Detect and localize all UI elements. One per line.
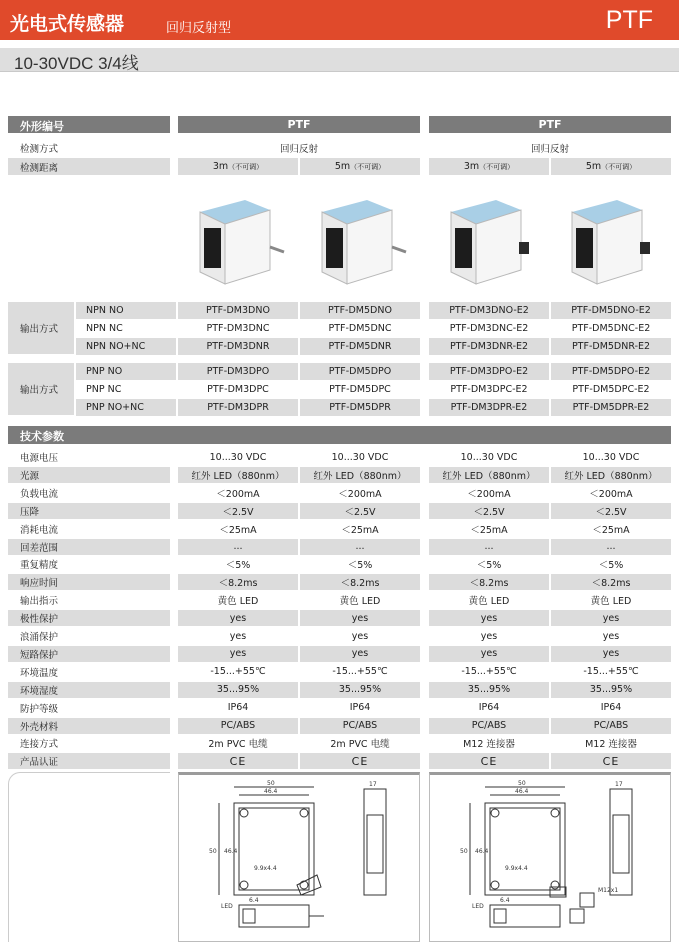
model-number: PTF-DM5DNO-E2 xyxy=(551,302,671,319)
model-number: PTF-DM3DPR xyxy=(178,399,298,416)
model-number: PTF-DM3DPO xyxy=(178,363,298,380)
led-label: LED xyxy=(221,903,233,910)
spec-label: 负载电流 xyxy=(8,485,170,501)
spec-label: 环境温度 xyxy=(8,664,170,680)
model-number: PTF-DM5DNC-E2 xyxy=(551,320,671,337)
sensor-photo-3 xyxy=(441,192,536,292)
distance-number: 3m xyxy=(212,161,229,172)
spec-value: ＜200mA xyxy=(429,485,549,501)
output-type: PNP NO xyxy=(76,363,176,380)
group-title: PTF xyxy=(287,118,311,131)
group-header-1 xyxy=(178,116,420,133)
dim-label: 9.9x4.4 xyxy=(254,865,277,872)
model-number: PTF-DM5DPR-E2 xyxy=(551,399,671,416)
spec-value: yes xyxy=(178,646,298,662)
spec-label: 消耗电流 xyxy=(8,521,170,537)
spec-label: 连接方式 xyxy=(8,735,170,751)
spec-value: -15...+55℃ xyxy=(429,664,549,680)
spec-label: 极性保护 xyxy=(8,610,170,626)
dim-label: 17 xyxy=(615,781,623,788)
spec-value: 黄色 LED xyxy=(178,592,298,608)
spec-value: ＜8.2ms xyxy=(178,574,298,590)
drawing-panel-cable xyxy=(178,772,420,942)
drawing-panel-connector xyxy=(429,772,671,942)
sensor-photo-1 xyxy=(190,192,285,292)
dim-label: 6.4 xyxy=(249,897,259,904)
shape-header xyxy=(8,116,170,133)
led-label: LED xyxy=(472,903,484,910)
spec-value: ... xyxy=(300,539,420,555)
dim-label: 46.4 xyxy=(224,848,238,855)
spec-label: 外壳材料 xyxy=(8,718,170,734)
dim-label: 46.4 xyxy=(475,848,489,855)
spec-value: ＜2.5V xyxy=(551,503,671,519)
spec-value: 35...95% xyxy=(551,682,671,698)
spec-value: yes xyxy=(551,610,671,626)
spec-value: yes xyxy=(429,646,549,662)
sensor-photo-2 xyxy=(312,192,407,292)
spec-value: PC/ABS xyxy=(300,718,420,734)
spec-value: 10...30 VDC xyxy=(178,449,298,465)
spec-value: ＜25mA xyxy=(178,521,298,537)
tech-header xyxy=(8,426,671,444)
spec-value: yes xyxy=(300,646,420,662)
model-number: PTF-DM3DPR-E2 xyxy=(429,399,549,416)
voltage-line: 10-30VDC 3/4线 xyxy=(14,54,139,73)
page-subtitle: 回归反射型 xyxy=(166,21,232,36)
spec-label: 回差范围 xyxy=(8,539,170,555)
spec-value: yes xyxy=(429,628,549,644)
spec-label: 电源电压 xyxy=(8,449,170,465)
dimension-drawing xyxy=(179,775,419,941)
dim-label: 6.4 xyxy=(500,897,510,904)
spec-value: ＜25mA xyxy=(551,521,671,537)
spec-value: -15...+55℃ xyxy=(551,664,671,680)
spec-label: 光源 xyxy=(8,467,170,483)
model-number: PTF-DM5DPO xyxy=(300,363,420,380)
spec-value: ＜200mA xyxy=(178,485,298,501)
dim-label: 50 xyxy=(518,780,526,787)
spec-value: ... xyxy=(429,539,549,555)
model-number: PTF-DM3DPC-E2 xyxy=(429,381,549,398)
spec-value: ＜2.5V xyxy=(300,503,420,519)
dim-label: 50 xyxy=(460,848,468,855)
spec-value: ＜5% xyxy=(178,556,298,572)
output-type: NPN NC xyxy=(76,320,176,337)
spec-value: -15...+55℃ xyxy=(178,664,298,680)
spec-value: 黄色 LED xyxy=(551,592,671,608)
spec-label: 环境湿度 xyxy=(8,682,170,698)
spec-value: yes xyxy=(178,628,298,644)
detect-mode-value: 回归反射 xyxy=(178,139,420,156)
spec-value: -15...+55℃ xyxy=(300,664,420,680)
spec-label: 防护等级 xyxy=(8,700,170,716)
spec-value: 黄色 LED xyxy=(300,592,420,608)
spec-value: 35...95% xyxy=(178,682,298,698)
spec-value: M12 连接器 xyxy=(551,735,671,751)
model-number: PTF-DM5DNR-E2 xyxy=(551,338,671,355)
spec-label: 输出指示 xyxy=(8,592,170,608)
spec-value: 35...95% xyxy=(300,682,420,698)
spec-value: 2m PVC 电缆 xyxy=(300,735,420,751)
connector-label: M12x1 xyxy=(598,887,619,894)
model-number: PTF-DM3DNC-E2 xyxy=(429,320,549,337)
spec-value: 红外 LED（880nm） xyxy=(429,467,549,483)
spec-value: 红外 LED（880nm） xyxy=(300,467,420,483)
spec-value: ＜2.5V xyxy=(178,503,298,519)
model-number: PTF-DM5DPO-E2 xyxy=(551,363,671,380)
spec-value: ＜25mA xyxy=(300,521,420,537)
sensor-photo-4 xyxy=(562,192,657,292)
distance-note: （不可调） xyxy=(228,162,264,171)
spec-label: 浪涌保护 xyxy=(8,628,170,644)
model-number: PTF-DM5DPC-E2 xyxy=(551,381,671,398)
dimension-drawing xyxy=(430,775,670,941)
distance-number: 5m xyxy=(334,161,351,172)
output-type: PNP NO+NC xyxy=(76,399,176,416)
model-number: PTF-DM3DNO-E2 xyxy=(429,302,549,319)
output-type: NPN NO+NC xyxy=(76,338,176,355)
model-number: PTF-DM5DNR xyxy=(300,338,420,355)
spec-value: ＜200mA xyxy=(551,485,671,501)
spec-value: ＜5% xyxy=(300,556,420,572)
spec-value: yes xyxy=(429,610,549,626)
spec-value: 35...95% xyxy=(429,682,549,698)
spec-value: 10...30 VDC xyxy=(551,449,671,465)
dim-label: 9.9x4.4 xyxy=(505,865,528,872)
spec-value: CE xyxy=(429,753,549,769)
model-number: PTF-DM3DNR xyxy=(178,338,298,355)
spec-label: 产品认证 xyxy=(8,753,170,769)
spec-value: yes xyxy=(178,610,298,626)
shape-label: 外形编号 xyxy=(20,120,64,133)
page-title: 光电式传感器 xyxy=(10,13,125,35)
spec-value: CE xyxy=(178,753,298,769)
spec-value: ＜8.2ms xyxy=(429,574,549,590)
distance-number: 5m xyxy=(585,161,602,172)
spec-label: 短路保护 xyxy=(8,646,170,662)
detect-mode-value: 回归反射 xyxy=(429,139,671,156)
spec-value: PC/ABS xyxy=(178,718,298,734)
spec-value: ... xyxy=(551,539,671,555)
spec-value: ... xyxy=(178,539,298,555)
group-header-2 xyxy=(429,116,671,133)
spec-value: IP64 xyxy=(178,700,298,716)
spec-value: IP64 xyxy=(551,700,671,716)
spec-value: ＜2.5V xyxy=(429,503,549,519)
model-number: PTF-DM3DNR-E2 xyxy=(429,338,549,355)
spec-value: yes xyxy=(551,628,671,644)
spec-value: yes xyxy=(551,646,671,662)
distance-number: 3m xyxy=(463,161,480,172)
spec-value: 红外 LED（880nm） xyxy=(551,467,671,483)
distance-value xyxy=(429,158,549,175)
spec-value: 2m PVC 电缆 xyxy=(178,735,298,751)
dim-label: 50 xyxy=(267,780,275,787)
spec-value: ＜5% xyxy=(551,556,671,572)
distance-note: （不可调） xyxy=(601,162,637,171)
model-number: PTF-DM3DNC xyxy=(178,320,298,337)
dim-label: 46.4 xyxy=(264,788,278,795)
dim-label: 46.4 xyxy=(515,788,529,795)
spec-value: CE xyxy=(300,753,420,769)
header-bar xyxy=(0,0,679,40)
distance-label: 检测距离 xyxy=(8,158,170,175)
model-number: PTF-DM3DPC xyxy=(178,381,298,398)
spec-value: ＜200mA xyxy=(300,485,420,501)
model-number: PTF-DM5DPR xyxy=(300,399,420,416)
spec-value: CE xyxy=(551,753,671,769)
spec-value: yes xyxy=(300,628,420,644)
model-number: PTF-DM3DNO xyxy=(178,302,298,319)
spec-value: 红外 LED（880nm） xyxy=(178,467,298,483)
spec-value: ＜8.2ms xyxy=(551,574,671,590)
dim-label: 17 xyxy=(369,781,377,788)
spec-label: 重复精度 xyxy=(8,556,170,572)
group-title: PTF xyxy=(538,118,562,131)
spec-value: PC/ABS xyxy=(429,718,549,734)
output-type: NPN NO xyxy=(76,302,176,319)
distance-value xyxy=(300,158,420,175)
spec-value: IP64 xyxy=(429,700,549,716)
spec-value: 10...30 VDC xyxy=(300,449,420,465)
model-number: PTF-DM5DNC xyxy=(300,320,420,337)
spec-value: ＜8.2ms xyxy=(300,574,420,590)
output-type: PNP NC xyxy=(76,381,176,398)
output-npn-label: 输出方式 xyxy=(8,302,74,354)
spec-value: ＜5% xyxy=(429,556,549,572)
model-number: PTF-DM5DPC xyxy=(300,381,420,398)
voltage-bar xyxy=(0,48,679,72)
distance-note: （不可调） xyxy=(350,162,386,171)
distance-value xyxy=(551,158,671,175)
spec-value: 黄色 LED xyxy=(429,592,549,608)
spec-label: 响应时间 xyxy=(8,574,170,590)
tech-title: 技术参数 xyxy=(20,430,64,443)
spec-value: 10...30 VDC xyxy=(429,449,549,465)
spec-value: IP64 xyxy=(300,700,420,716)
model-number: PTF-DM5DNO xyxy=(300,302,420,319)
spec-value: ＜25mA xyxy=(429,521,549,537)
distance-note: （不可调） xyxy=(479,162,515,171)
spec-label: 压降 xyxy=(8,503,170,519)
spec-value: M12 连接器 xyxy=(429,735,549,751)
series-code: PTF xyxy=(605,6,653,34)
dim-label: 50 xyxy=(209,848,217,855)
model-number: PTF-DM3DPO-E2 xyxy=(429,363,549,380)
detect-mode-label: 检测方式 xyxy=(8,139,170,156)
spec-value: yes xyxy=(300,610,420,626)
drawing-blank-panel xyxy=(8,772,170,942)
spec-value: PC/ABS xyxy=(551,718,671,734)
distance-value xyxy=(178,158,298,175)
output-pnp-label: 输出方式 xyxy=(8,363,74,415)
